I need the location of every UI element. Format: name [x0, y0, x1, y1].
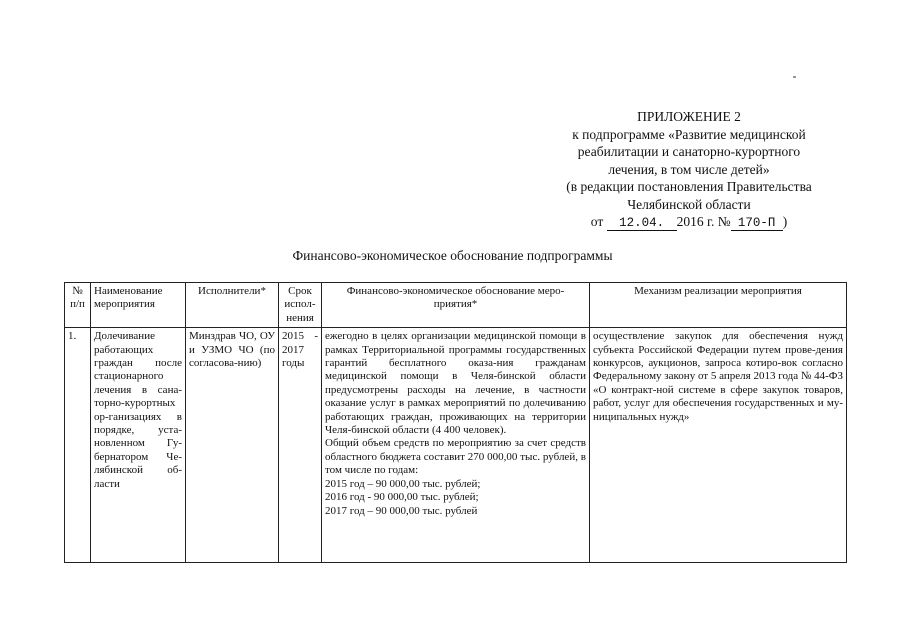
header-name: Наименование мероприятия [91, 283, 186, 328]
resolution-year: 2016 г. № [676, 214, 731, 229]
cell-mechanism: осуществление закупок для обеспечения нужд субъекта Российской Федерации путем прове-дения конкурсов, аукционов, запроса котиро-вок согласно Федеральному закону от 5 апреля 2013 года № 44-ФЗ «О контракт-ной системе в сфере закупок товаров, работ, услуг для обеспечения государственных и му-ниципальных нужд» [590, 328, 847, 563]
justification-paragraph-1: ежегодно в целях организации медицинской помощи в рамках Территориальной программы государственных гарантий бесплатного оказа-ния гражданам медицинской помощи в Челя-бинской области предусмотрены расходы на лечение, в частности оказание услуг в рамках мероприятий по долечиванию работающих граждан, проживающих на территории Челя-бинской области (4 400 человек). [325, 330, 586, 437]
cell-term: 2015 - 2017 годы [279, 328, 322, 563]
appendix-line-1: к подпрограмме «Развитие медицинской [572, 126, 806, 142]
resolution-number: 170-П [731, 216, 783, 231]
justification-table [64, 282, 847, 563]
cell-justification [322, 328, 590, 563]
resolution-reference [539, 213, 839, 231]
appendix-line-4: (в редакции постановления Правительства [566, 179, 812, 194]
appendix-block [539, 108, 839, 231]
cell-executors: Минздрав ЧО, ОУ и УЗМО ЧО (по согласова-нию) [186, 328, 279, 563]
document-heading: Финансово-экономическое обоснование подпрограммы [292, 248, 613, 263]
header-mechanism: Механизм реализации мероприятия [590, 283, 847, 328]
justification-paragraph-2: Общий объем средств по мероприятию за счет средств областного бюджета составит 270 000,00 тыс. рублей, в том числе по годам: [325, 437, 586, 477]
resolution-date: 12.04. [607, 216, 677, 231]
sig-close: ) [782, 214, 788, 229]
header-justification: Финансово-экономическое обоснование меро-приятия* [322, 283, 590, 328]
appendix-line-2: реабилитации и санаторно-курортного [577, 144, 801, 159]
cell-num: 1. [65, 328, 91, 563]
cell-name: Долечивание работающих граждан после стационарного лечения в сана-торно-курортных ор-ганизациях в порядке, уста-новленном Гу-бернатором Че-лябинской об-ласти [91, 328, 186, 563]
header-num: № п/п [65, 283, 91, 328]
header-executors: Исполнители* [186, 283, 279, 328]
funding-2017: 2017 год – 90 000,00 тыс. рублей [325, 504, 478, 517]
funding-2016: 2016 год - 90 000,00 тыс. рублей; [325, 491, 479, 504]
appendix-line-5: Челябинской области [627, 196, 751, 212]
table-row [65, 328, 847, 563]
funding-2015: 2015 год – 90 000,00 тыс. рублей; [325, 477, 481, 490]
appendix-line-3: лечения, в том числе детей» [608, 161, 770, 177]
table-header-row [65, 283, 847, 328]
appendix-title: ПРИЛОЖЕНИЕ 2 [637, 109, 741, 124]
scan-speck [793, 76, 796, 78]
header-term: Срок испол-нения [279, 283, 322, 328]
sig-prefix: от [590, 214, 604, 229]
